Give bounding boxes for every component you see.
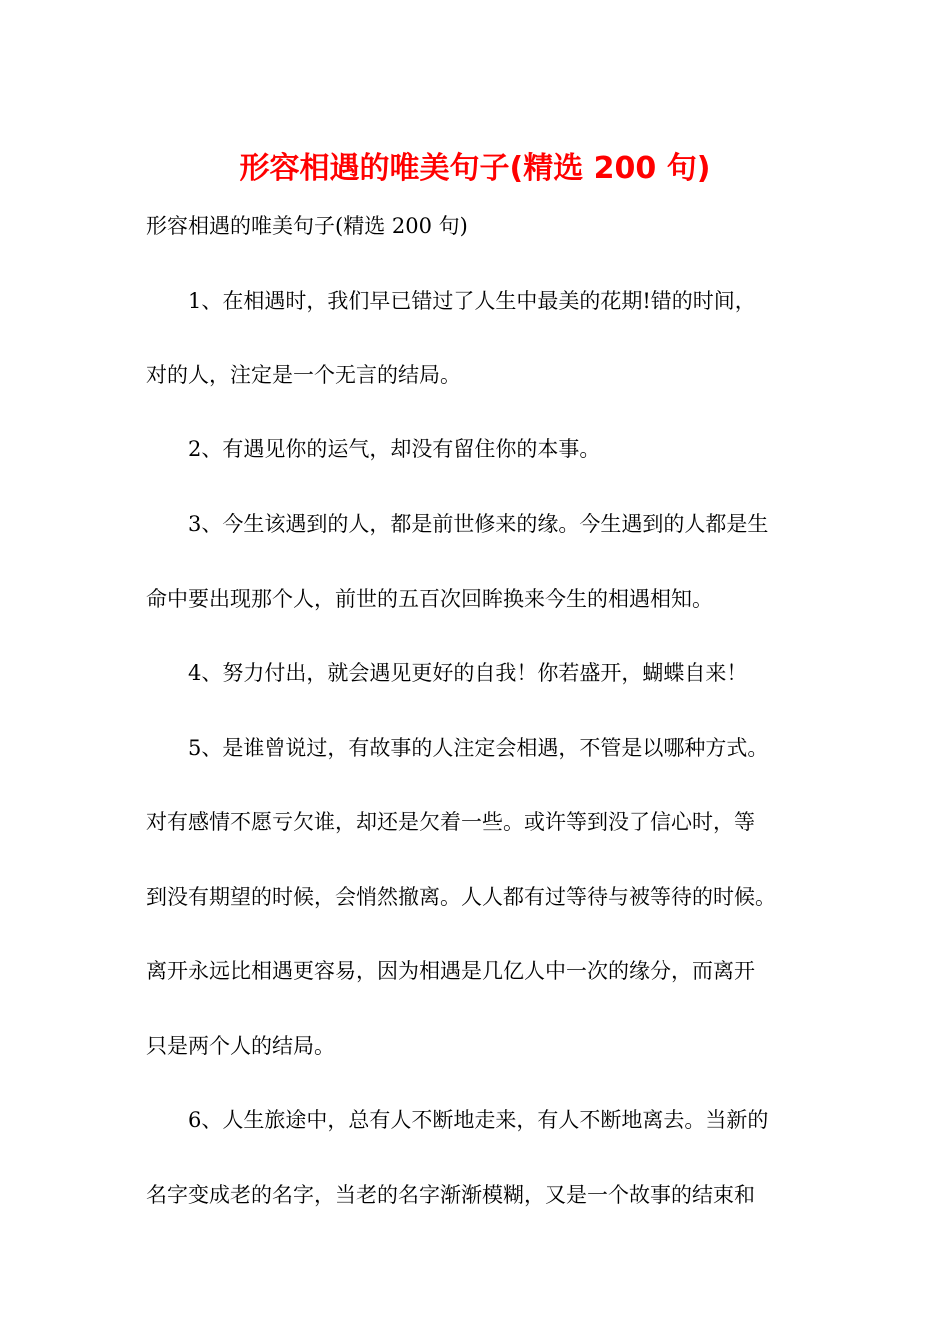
paragraph-5-line-4: 离开永远比相遇更容易，因为相遇是几亿人中一次的缘分，而离开 [146,959,755,983]
paragraph-2-line-1: 2、有遇见你的运气，却没有留住你的本事。 [188,437,601,461]
paragraph-5-line-2: 对有感情不愿亏欠谁，却还是欠着一些。或许等到没了信心时，等 [146,810,755,834]
paragraph-1-line-1: 1、在相遇时，我们早已错过了人生中最美的花期!错的时间， [188,289,756,313]
document-title: 形容相遇的唯美句子(精选 200 句) [239,151,711,186]
paragraph-1-line-2: 对的人，注定是一个无言的结局。 [146,363,461,387]
paragraph-4-line-1: 4、努力付出，就会遇见更好的自我！你若盛开，蝴蝶自来！ [188,661,748,685]
subtitle-line: 形容相遇的唯美句子(精选 200 句) [146,214,468,238]
paragraph-5-line-3: 到没有期望的时候，会悄然撤离。人人都有过等待与被等待的时候。 [146,885,776,909]
paragraph-5-line-5: 只是两个人的结局。 [146,1034,335,1058]
paragraph-6-line-2: 名字变成老的名字，当老的名字渐渐模糊，又是一个故事的结束和 [146,1183,755,1207]
paragraph-6-line-1: 6、人生旅途中，总有人不断地走来，有人不断地离去。当新的 [188,1108,769,1132]
paragraph-3-line-2: 命中要出现那个人，前世的五百次回眸换来今生的相遇相知。 [146,587,713,611]
paragraph-5-line-1: 5、是谁曾说过，有故事的人注定会相遇，不管是以哪种方式。 [188,736,769,760]
paragraph-3-line-1: 3、今生该遇到的人，都是前世修来的缘。今生遇到的人都是生 [188,512,769,536]
